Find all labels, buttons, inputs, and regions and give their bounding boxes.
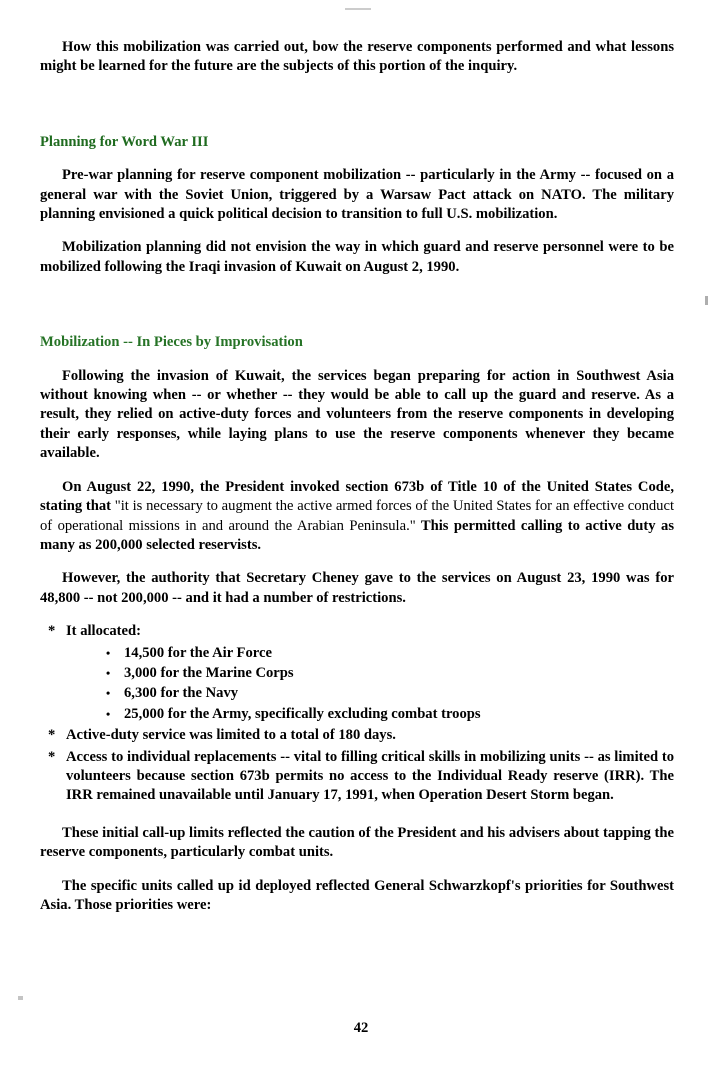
list-item-label: 25,000 for the Army, specifically excluding combat troops: [124, 705, 481, 722]
paragraph-closing-1: These initial call-up limits reflected the caution of the President and his advisers about tapping the reserve components, particularly combat units.: [40, 824, 674, 861]
list-item-label: 6,300 for the Navy: [124, 685, 239, 702]
section-heading-pieces: Mobilization -- In Pieces by Improvisation: [40, 334, 303, 351]
list-item-label: It allocated:: [66, 623, 141, 640]
star-bullet-icon: *: [48, 623, 56, 640]
list-item-label: 14,500 for the Air Force: [124, 644, 272, 661]
right-margin-artifact: [705, 296, 708, 305]
star-bullet-icon: *: [48, 748, 56, 765]
paragraph-pieces-3: However, the authority that Secretary Cheney gave to the services on August 23, 1990 was for 48,800 -- not 200,000 -- and it had a number of restrictions.: [40, 570, 674, 606]
bullet-dot-icon: •: [106, 665, 111, 680]
allocation-sublist: [66, 644, 674, 725]
spacer: [40, 291, 674, 307]
document-body: [40, 38, 674, 915]
list-item: [102, 664, 674, 683]
list-item-label: Active-duty service was limited to a total of 180 days.: [66, 727, 396, 744]
restrictions-list: [40, 622, 674, 806]
list-item: [102, 705, 674, 724]
paragraph-pieces-2-lead: On August 22, 1990, the President invoked section 673b of Title 10 of the United States Code, stating that: [40, 478, 674, 515]
list-item: [40, 622, 674, 724]
list-item: [40, 748, 674, 806]
paragraph-pieces-2-quote: "it is necessary to augment the active armed forces of the United States for an effective conduct of operational missions in and around the Arabian Peninsula.": [40, 498, 674, 534]
left-margin-artifact: [18, 996, 23, 1000]
list-item: [40, 726, 674, 745]
paragraph-pieces-1: Following the invasion of Kuwait, the services began preparing for action in Southwest Asia without knowing when -- or whether -- they would be able to call up the guard and reserve. As a result, they relied on active-duty forces and volunteers from the reserve components in developing their early responses, while laying plans to use the reserve components whenever they became available.: [40, 367, 674, 462]
bullet-dot-icon: •: [106, 645, 111, 660]
section-heading-planning: Planning for Word War III: [40, 133, 209, 150]
paragraph-planning-1: Pre-war planning for reserve component mobilization -- particularly in the Army -- focused on a general war with the Soviet Union, triggered by a Warsaw Pact attack on NATO. The military planning envisioned a quick political decision to transition to full U.S. mobilization.: [40, 167, 674, 223]
paragraph-planning-2: Mobilization planning did not envision the way in which guard and reserve personnel were to be mobilized following the Iraqi invasion of Kuwait on August 2, 1990.: [40, 239, 674, 275]
spacer: [40, 808, 674, 824]
bullet-dot-icon: •: [106, 686, 111, 701]
list-item-label: Access to individual replacements -- vital to filling critical skills in mobilizing units -- as limited to volunteers because section 673b permits no access to the Individual Ready reserve (IRR). The IRR remained unavailable until January 17, 1991, when Operation Desert Storm began.: [66, 748, 674, 804]
paragraph-pieces-2: [40, 478, 674, 556]
list-item: [102, 644, 674, 663]
paragraph-pieces-2-tail: This permitted calling to active duty as many as 200,000 selected reservists.: [40, 517, 674, 553]
spacer: [40, 91, 674, 107]
page-number: 42: [353, 1020, 369, 1036]
paragraph-intro: How this mobilization was carried out, bow the reserve components performed and what lessons might be learned for the future are the subjects of this portion of the inquiry.: [40, 39, 674, 75]
paragraph-closing-2: The specific units called up id deployed reflected General Schwarzkopf's priorities for Southwest Asia. Those priorities were:: [40, 877, 674, 913]
list-item: [102, 684, 674, 703]
list-item-label: 3,000 for the Marine Corps: [124, 664, 294, 681]
star-bullet-icon: *: [48, 727, 56, 744]
bullet-dot-icon: •: [106, 706, 111, 721]
top-edge-artifact: [345, 8, 371, 10]
